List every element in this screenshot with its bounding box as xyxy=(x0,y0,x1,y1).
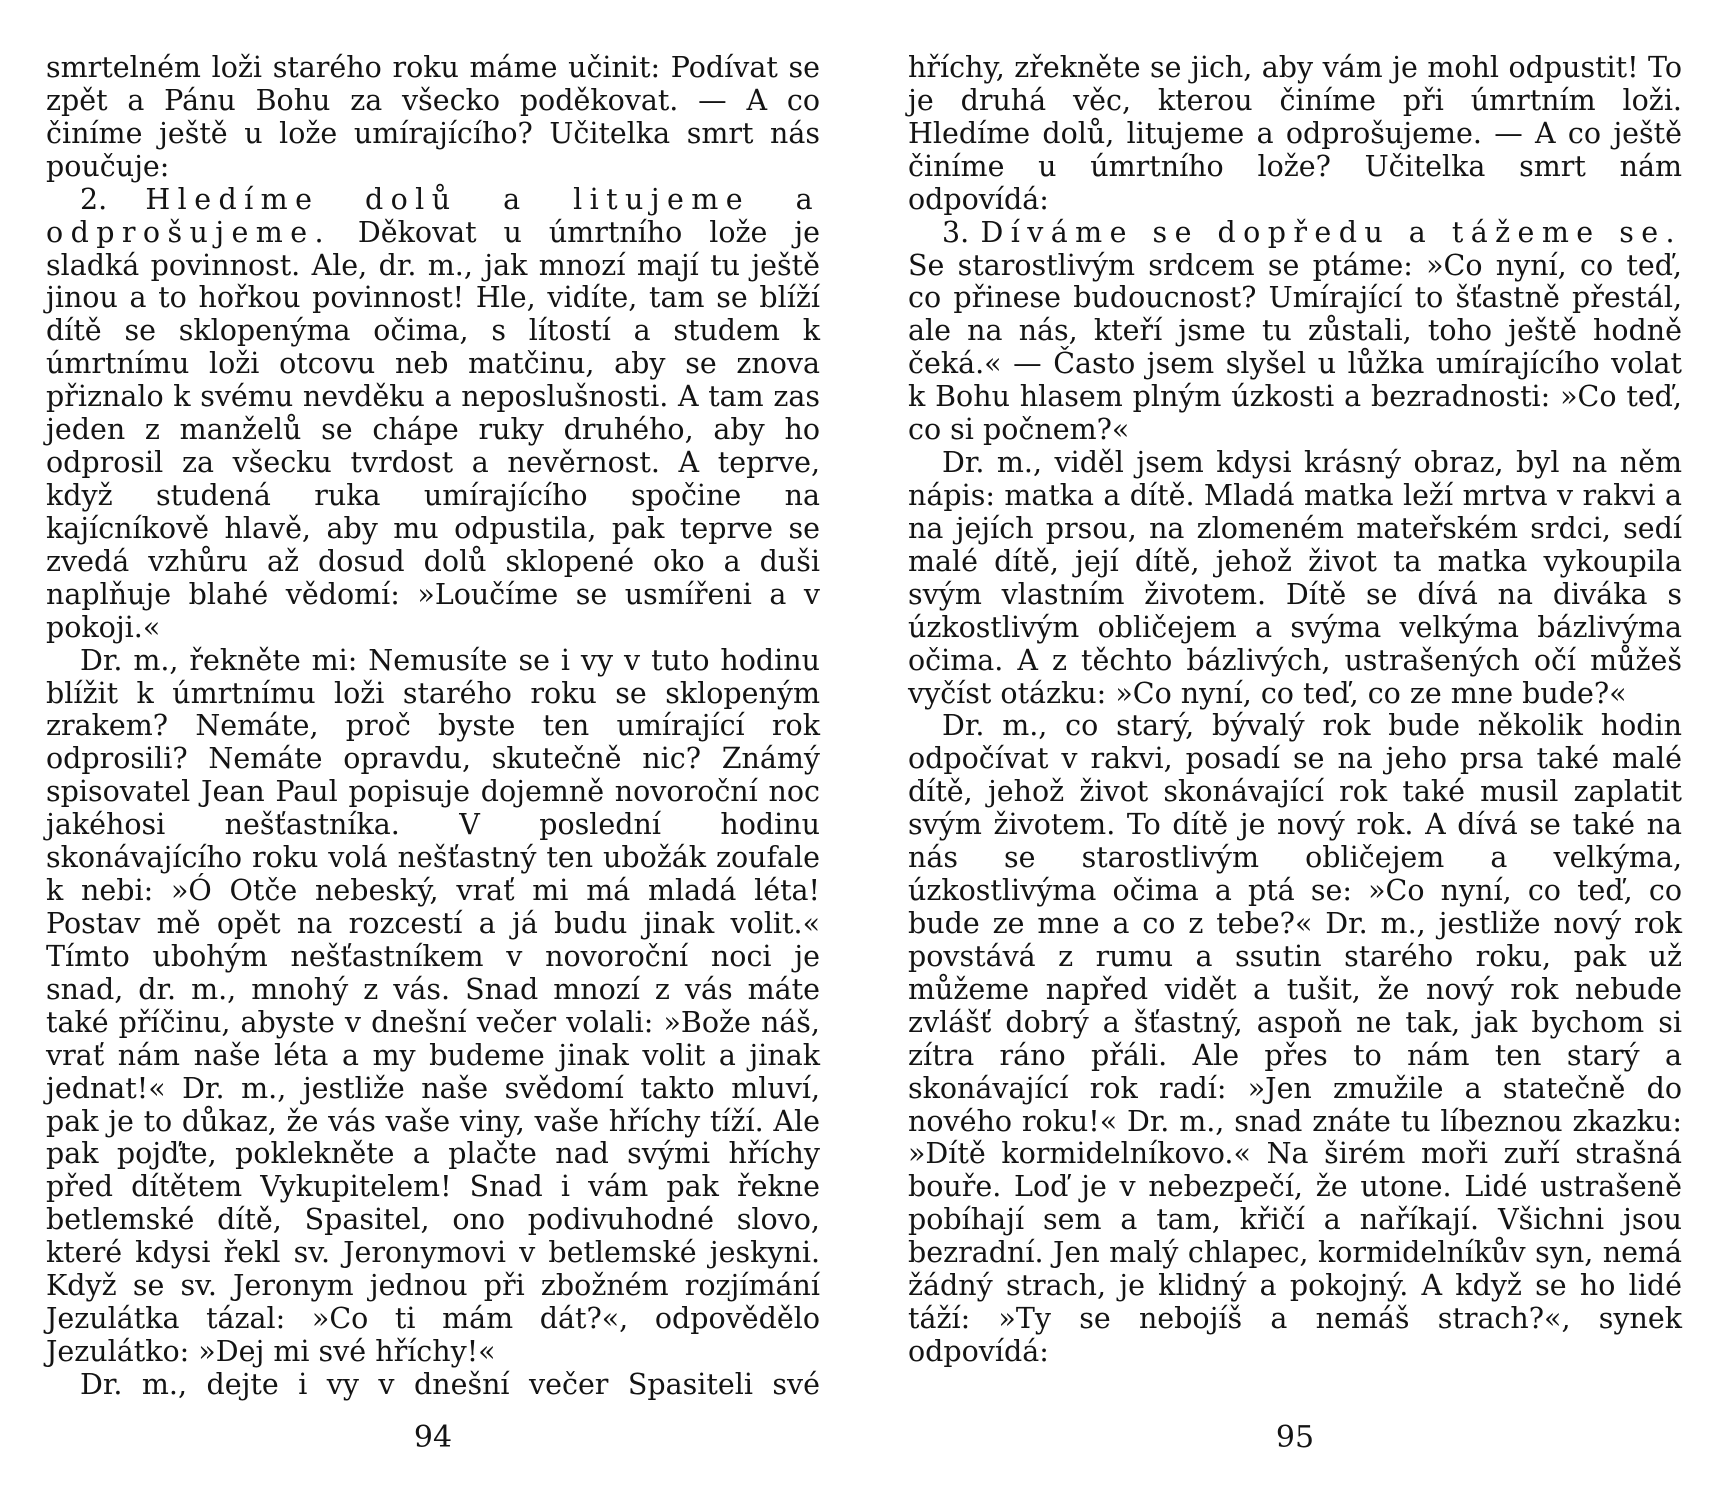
right-page xyxy=(908,0,1698,1500)
section-number: 2. xyxy=(80,182,108,216)
right-paragraph-3: Dr. m., viděl jsem kdysi krásný obraz, byl na něm nápis: matka a dítě. Mladá matka leží mrtva v rakvi a na jejích prsou, na zlomeném mateřském srdci, sedí malé dítě, její dítě, jehož život ta matka vykoupila svým vlastním životem. Dítě se dívá na diváka s úzkostlivým obličejem a svýma velkýma bázlivýma očima. A z těchto bázlivých, ustrašených očí můžeš vyčíst otázku: »Co nyní, co teď, co ze mne bude?« xyxy=(908,446,1682,710)
right-page-text xyxy=(908,52,1682,1369)
left-paragraph-3: Dr. m., řekněte mi: Nemusíte se i vy v tuto hodinu blížit k úmrtnímu loži starého roku se sklopeným zrakem? Nemáte, proč byste ten umírající rok odprosili? Nemáte opravdu, skutečně nic? Známý spisovatel Jean Paul popisuje dojemně novoroční noc jakéhosi nešťastníka. V poslední hodinu skonávajícího roku volá nešťastný ten ubožák zoufale k nebi: »Ó Otče nebeský, vrať mi má mladá léta! Postav mě opět na rozcestí a já budu jinak volit.« Tímto ubohým nešťastníkem v novoroční noci je snad, dr. m., mnohý z vás. Snad mnozí z vás máte také příčinu, abyste v dnešní večer volali: »Bože náš, vrať nám naše léta a my budeme jinak volit a jinak jednat!« Dr. m., jestliže naše svědomí takto mluví, pak je to důkaz, že vás vaše viny, vaše hříchy tíží. Ale pak pojďte, poklekněte a plačte nad svými hříchy před dítětem Vykupitelem! Snad i vám pak řekne betlemské dítě, Spasitel, ono podivuhodné slovo, které kdysi řekl sv. Jeronymovi v betlemské jeskyni. Když se sv. Jeronym jednou při zbožném rozjímání Jezulátka tázal: »Co ti mám dát?«, odpovědělo Jezulátko: »Dej mi své hříchy!« xyxy=(46,643,820,1368)
left-paragraph-1: smrtelném loži starého roku máme učinit: Podívat se zpět a Pánu Bohu za všecko poděkovat. — A co činíme ještě u lože umírajícího? Učitelka smrt nás poučuje: xyxy=(46,51,820,183)
page-number-left: 94 xyxy=(413,1420,453,1455)
left-paragraph-2: 2. Hledíme dolů a litujeme a odprošujeme. Děkovat u úmrtního lože je sladká povinnost. Ale, dr. m., jak mnozí mají tu ještě jinou a to hořkou povinnost! Hle, vidíte, tam se blíží dítě se sklopenýma očima, s lítostí a studem k úmrtnímu loži otcovu neb matčinu, aby se znova přiznalo k svému nevděku a neposlušnosti. A tam zas jeden z manželů se chápe ruky druhého, aby ho odprosil za všecku tvrdost a nevěrnost. A teprve, když studená ruka umírajícího spočine na kajícníkově hlavě, aby mu odpustila, pak teprve se zvedá vzhůru až dosud dolů sklopené oko a duši naplňuje blahé vědomí: »Loučíme se usmířeni a v pokoji.« xyxy=(46,182,821,644)
left-paragraph-4: Dr. m., dejte i vy v dnešní večer Spasiteli své xyxy=(80,1367,820,1401)
spaced-heading: Díváme se dopředu a tážeme se. xyxy=(980,215,1682,249)
left-page-text xyxy=(46,52,820,1402)
left-page xyxy=(46,0,836,1500)
section-number: 3. xyxy=(942,215,970,249)
page-number-right: 95 xyxy=(1275,1420,1315,1455)
spaced-heading: Hledíme dolů a litujeme a odprošujeme. xyxy=(46,182,821,249)
right-paragraph-1: hříchy, zřekněte se jich, aby vám je mohl odpustit! To je druhá věc, kterou činíme při úmrtním loži. Hledíme dolů, litujeme a odprošujeme. — A co ještě činíme u úmrtního lože? Učitelka smrt nám odpovídá: xyxy=(908,51,1682,216)
right-paragraph-2: 3. Díváme se dopředu a tážeme se. Se starostlivým srdcem se ptáme: »Co nyní, co teď, co přinese budoucnost? Umírající to šťastně přestál, ale na nás, kteří jsme tu zůstali, toho ještě hodně čeká.« — Často jsem slyšel u lůžka umírajícího volat k Bohu hlasem plným úzkosti a bezradnosti: »Co teď, co si počnem?« xyxy=(908,215,1682,447)
right-paragraph-4: Dr. m., co starý, bývalý rok bude několik hodin odpočívat v rakvi, posadí se na jeho prsa také malé dítě, jehož život skonávající rok také musil zaplatit svým životem. To dítě je nový rok. A dívá se také na nás se starostlivým obličejem a velkýma, úzkostlivýma očima a ptá se: »Co nyní, co teď, co bude ze mne a co z tebe?« Dr. m., jestliže nový rok povstává z rumu a ssutin starého roku, pak už můžeme napřed vidět a tušit, že nový rok nebude zvlášť dobrý a šťastný, aspoň ne tak, jak bychom si zítra ráno přáli. Ale přes to nám ten starý a skonávající rok radí: »Jen zmužile a statečně do nového roku!« Dr. m., snad znáte tu líbeznou zkazku: »Dítě kormidelníkovo.« Na širém moři zuří strašná bouře. Loď je v nebezpečí, že utone. Lidé ustrašeně pobíhají sem a tam, křičí a naříkají. Všichni jsou bezradní. Jen malý chlapec, kormidelníkův syn, nemá žádný strach, je klidný a pokojný. A když se ho lidé táží: »Ty se nebojíš a nemáš strach?«, synek odpovídá: xyxy=(908,709,1682,1368)
